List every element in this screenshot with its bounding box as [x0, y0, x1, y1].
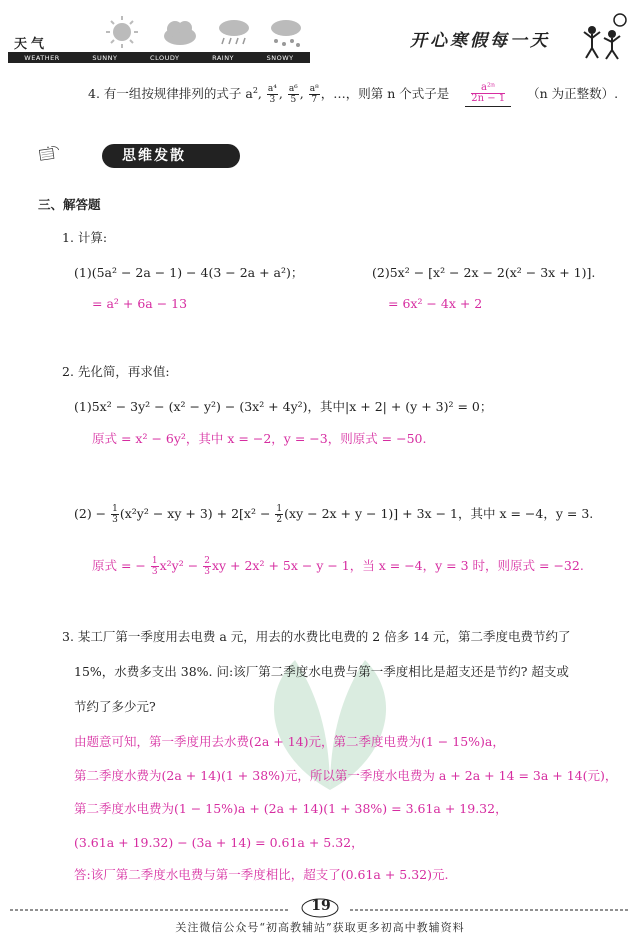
weather-item: RAINY — [212, 53, 235, 62]
kids-playing-icon — [578, 12, 630, 62]
problem-1a: (1)(5a² − 2a − 1) − 4(3 − 2a + a²)； — [74, 265, 304, 280]
weather-item: SNOWY — [266, 53, 294, 62]
section-title: 思维发散 — [102, 144, 240, 168]
fraction-num: 1 — [112, 504, 118, 514]
problem-3-line: 节约了多少元? — [74, 699, 156, 714]
fraction-num: a⁸ — [309, 84, 319, 95]
expr-part: 原式 = − — [92, 558, 146, 573]
fraction — [267, 84, 278, 105]
expr-part: (2) − — [74, 506, 107, 521]
weather-strip — [8, 52, 310, 63]
question-4: 4. 有一组按规律排列的式子 $a^2$, $\frac{\text{a⁴}}{3}$ , $\frac{\text{a⁶}}{5}$ , $\frac{\text{a⁸}}{7}$ ，…，则第 n 个式子是 $\frac{\text{a²ⁿ}}{2n - 1}$ （n 为正整数）. — [88, 81, 619, 106]
problem-2a: (1)5x² − 3y² − (x² − y²) − (3x² + 4y²)，其中|x + 2| + (y + 3)² = 0； — [74, 399, 493, 414]
fraction — [288, 84, 299, 105]
expr-part: x²y² − — [159, 558, 199, 573]
problem-1-title: 1. 计算: — [62, 230, 108, 245]
weather-item: WEATHER — [24, 53, 60, 62]
problem-3-line: 15%，水费多支出 38%. 问:该厂第二季度水电费与第一季度相比是超支还是节约? 超支或 — [74, 664, 569, 679]
fraction-den: 3 — [269, 95, 276, 106]
cloud-icon — [160, 14, 200, 50]
fraction-den: 3 — [112, 515, 118, 525]
fraction — [111, 504, 119, 525]
q4-sup: 2 — [252, 86, 258, 95]
q4-answer — [465, 83, 511, 107]
fraction — [309, 84, 320, 105]
answer-2a: 原式 = x² − 6y²，其中 x = −2，y = −3，则原式 = −50. — [92, 431, 427, 446]
fraction-num: a²ⁿ — [471, 83, 505, 94]
rain-icon — [214, 14, 254, 50]
fraction-num: 1 — [151, 556, 158, 566]
problem-1b: (2)5x² − [x² − 2x − 2(x² − 3x + 1)]. — [372, 265, 596, 280]
calendar-icon — [38, 128, 108, 176]
fraction-den: 3 — [204, 567, 210, 577]
fraction-num: 2 — [204, 556, 210, 566]
fraction-num: 1 — [276, 504, 283, 514]
answer-2b — [92, 556, 584, 577]
fraction-den: 2 — [276, 515, 283, 525]
answer-3-line: (3.61a + 19.32) − (3a + 14) = 0.61a + 5.32， — [74, 835, 364, 850]
expr-part: (x²y² − xy + 3) + 2[x² − — [119, 506, 271, 521]
q4-lead: 4. 有一组按规律排列的式子 a — [88, 86, 253, 102]
fraction — [151, 556, 159, 577]
page-number: 19 — [311, 898, 331, 914]
weather-label: 天气 — [14, 37, 49, 52]
q4-tail: （n 为正整数）. — [527, 86, 619, 102]
weather-item: SUNNY — [92, 53, 118, 62]
fraction-den: 7 — [311, 95, 318, 106]
fraction — [203, 556, 211, 577]
part-title: 三、解答题 — [38, 197, 101, 212]
footer-text: 关注微信公众号“初高教辅站”获取更多初高中教辅资料 — [175, 921, 465, 934]
fraction-den: 3 — [151, 567, 158, 577]
fraction-den: 5 — [290, 95, 297, 106]
answer-3-line: 第二季度水电费为(1 − 15%)a + (2a + 14)(1 + 38%) = 3.61a + 19.32， — [74, 801, 508, 816]
fraction — [275, 504, 283, 525]
fraction-den: 2n − 1 — [471, 92, 506, 104]
fraction-num: a⁶ — [288, 84, 298, 95]
expr-part: (xy − 2x + y − 1)] + 3x − 1，其中 x = −4，y = 3. — [284, 506, 594, 521]
answer-1b: = 6x² − 4x + 2 — [388, 296, 483, 311]
problem-2-title: 2. 先化简，再求值: — [62, 364, 170, 379]
slogan: 开心寒假每一天 — [410, 31, 550, 51]
sun-icon — [102, 14, 142, 50]
answer-3-line: 答:该厂第二季度水电费与第一季度相比，超支了(0.61a + 5.32)元. — [74, 867, 449, 882]
answer-3-line: 第二季度水费为(2a + 14)(1 + 38%)元，所以第一季度水电费为 a + 2a + 14 = 3a + 14(元)， — [74, 768, 618, 783]
answer-3-line: 由题意可知，第一季度用去水费(2a + 14)元，第二季度电费为(1 − 15%)a， — [74, 734, 505, 749]
problem-2b — [74, 504, 593, 525]
fraction-num: a⁴ — [267, 84, 277, 95]
page-header — [0, 0, 640, 70]
snow-icon — [266, 14, 306, 50]
problem-3-line: 3. 某工厂第一季度用去电费 a 元，用去的水费比电费的 2 倍多 14 元，第二季度电费节约了 — [62, 629, 571, 644]
q4-mid: ，…，则第 n 个式子是 — [320, 86, 450, 102]
answer-1a: = a² + 6a − 13 — [92, 296, 188, 311]
weather-item: CLOUDY — [150, 53, 180, 62]
expr-part: xy + 2x² + 5x − y − 1，当 x = −4，y = 3 时，则原式 = −32. — [211, 558, 584, 573]
